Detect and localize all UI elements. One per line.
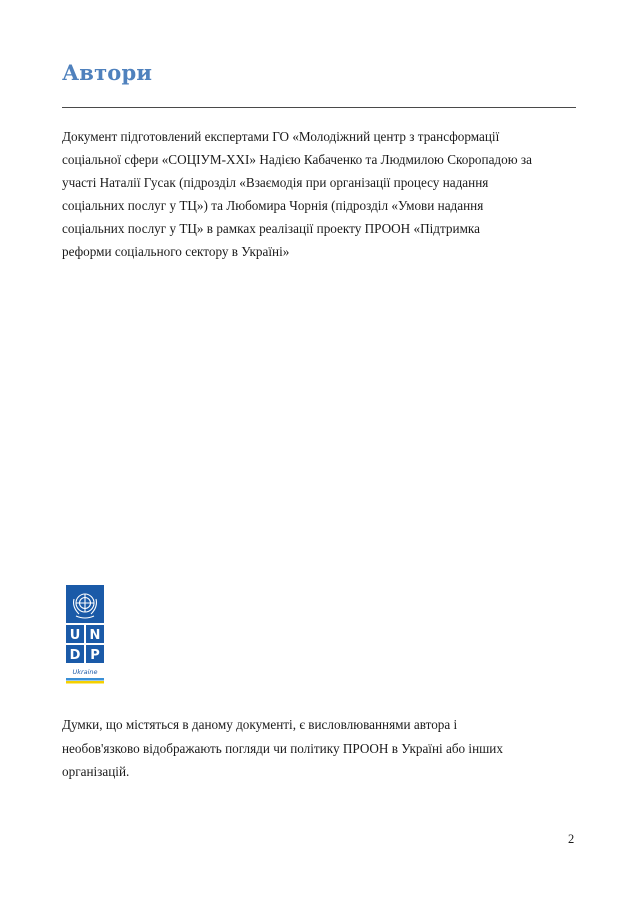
undp-letter-d: D xyxy=(69,648,81,663)
undp-letter-n: N xyxy=(89,628,101,643)
undp-logo xyxy=(66,585,104,685)
disclaimer-paragraph: Думки, що містяться в даному документі, є висловлюваннями автора і необов'язково відображають погляди чи політику ПРООН в Україні або інших організацій. xyxy=(62,717,503,779)
undp-letter-u: U xyxy=(69,628,81,643)
flag-stripe-blue xyxy=(66,678,104,681)
title-divider xyxy=(62,107,576,108)
undp-letter-p: P xyxy=(90,648,100,663)
undp-country-label: Ukraine xyxy=(72,668,98,676)
flag-stripe-yellow xyxy=(66,681,104,684)
authors-paragraph: Документ підготовлений експертами ГО «Молодіжний центр з трансформації соціальної сфери «СОЦІУМ-ХХІ» Надією Кабаченко та Людмилою Скоропадою за участі Наталії Гусак (підрозділ «Взаємодія при організації процесу надання соціальних послуг у ТЦ») та Любомира Чорнія (підрозділ «Умови надання соціальних послуг у ТЦ» в рамках реалізації проекту ПРООН «Підтримка реформи соціального сектору в Україні» xyxy=(62,129,532,259)
page-title: Автори xyxy=(62,60,153,85)
page-number: 2 xyxy=(568,832,575,846)
